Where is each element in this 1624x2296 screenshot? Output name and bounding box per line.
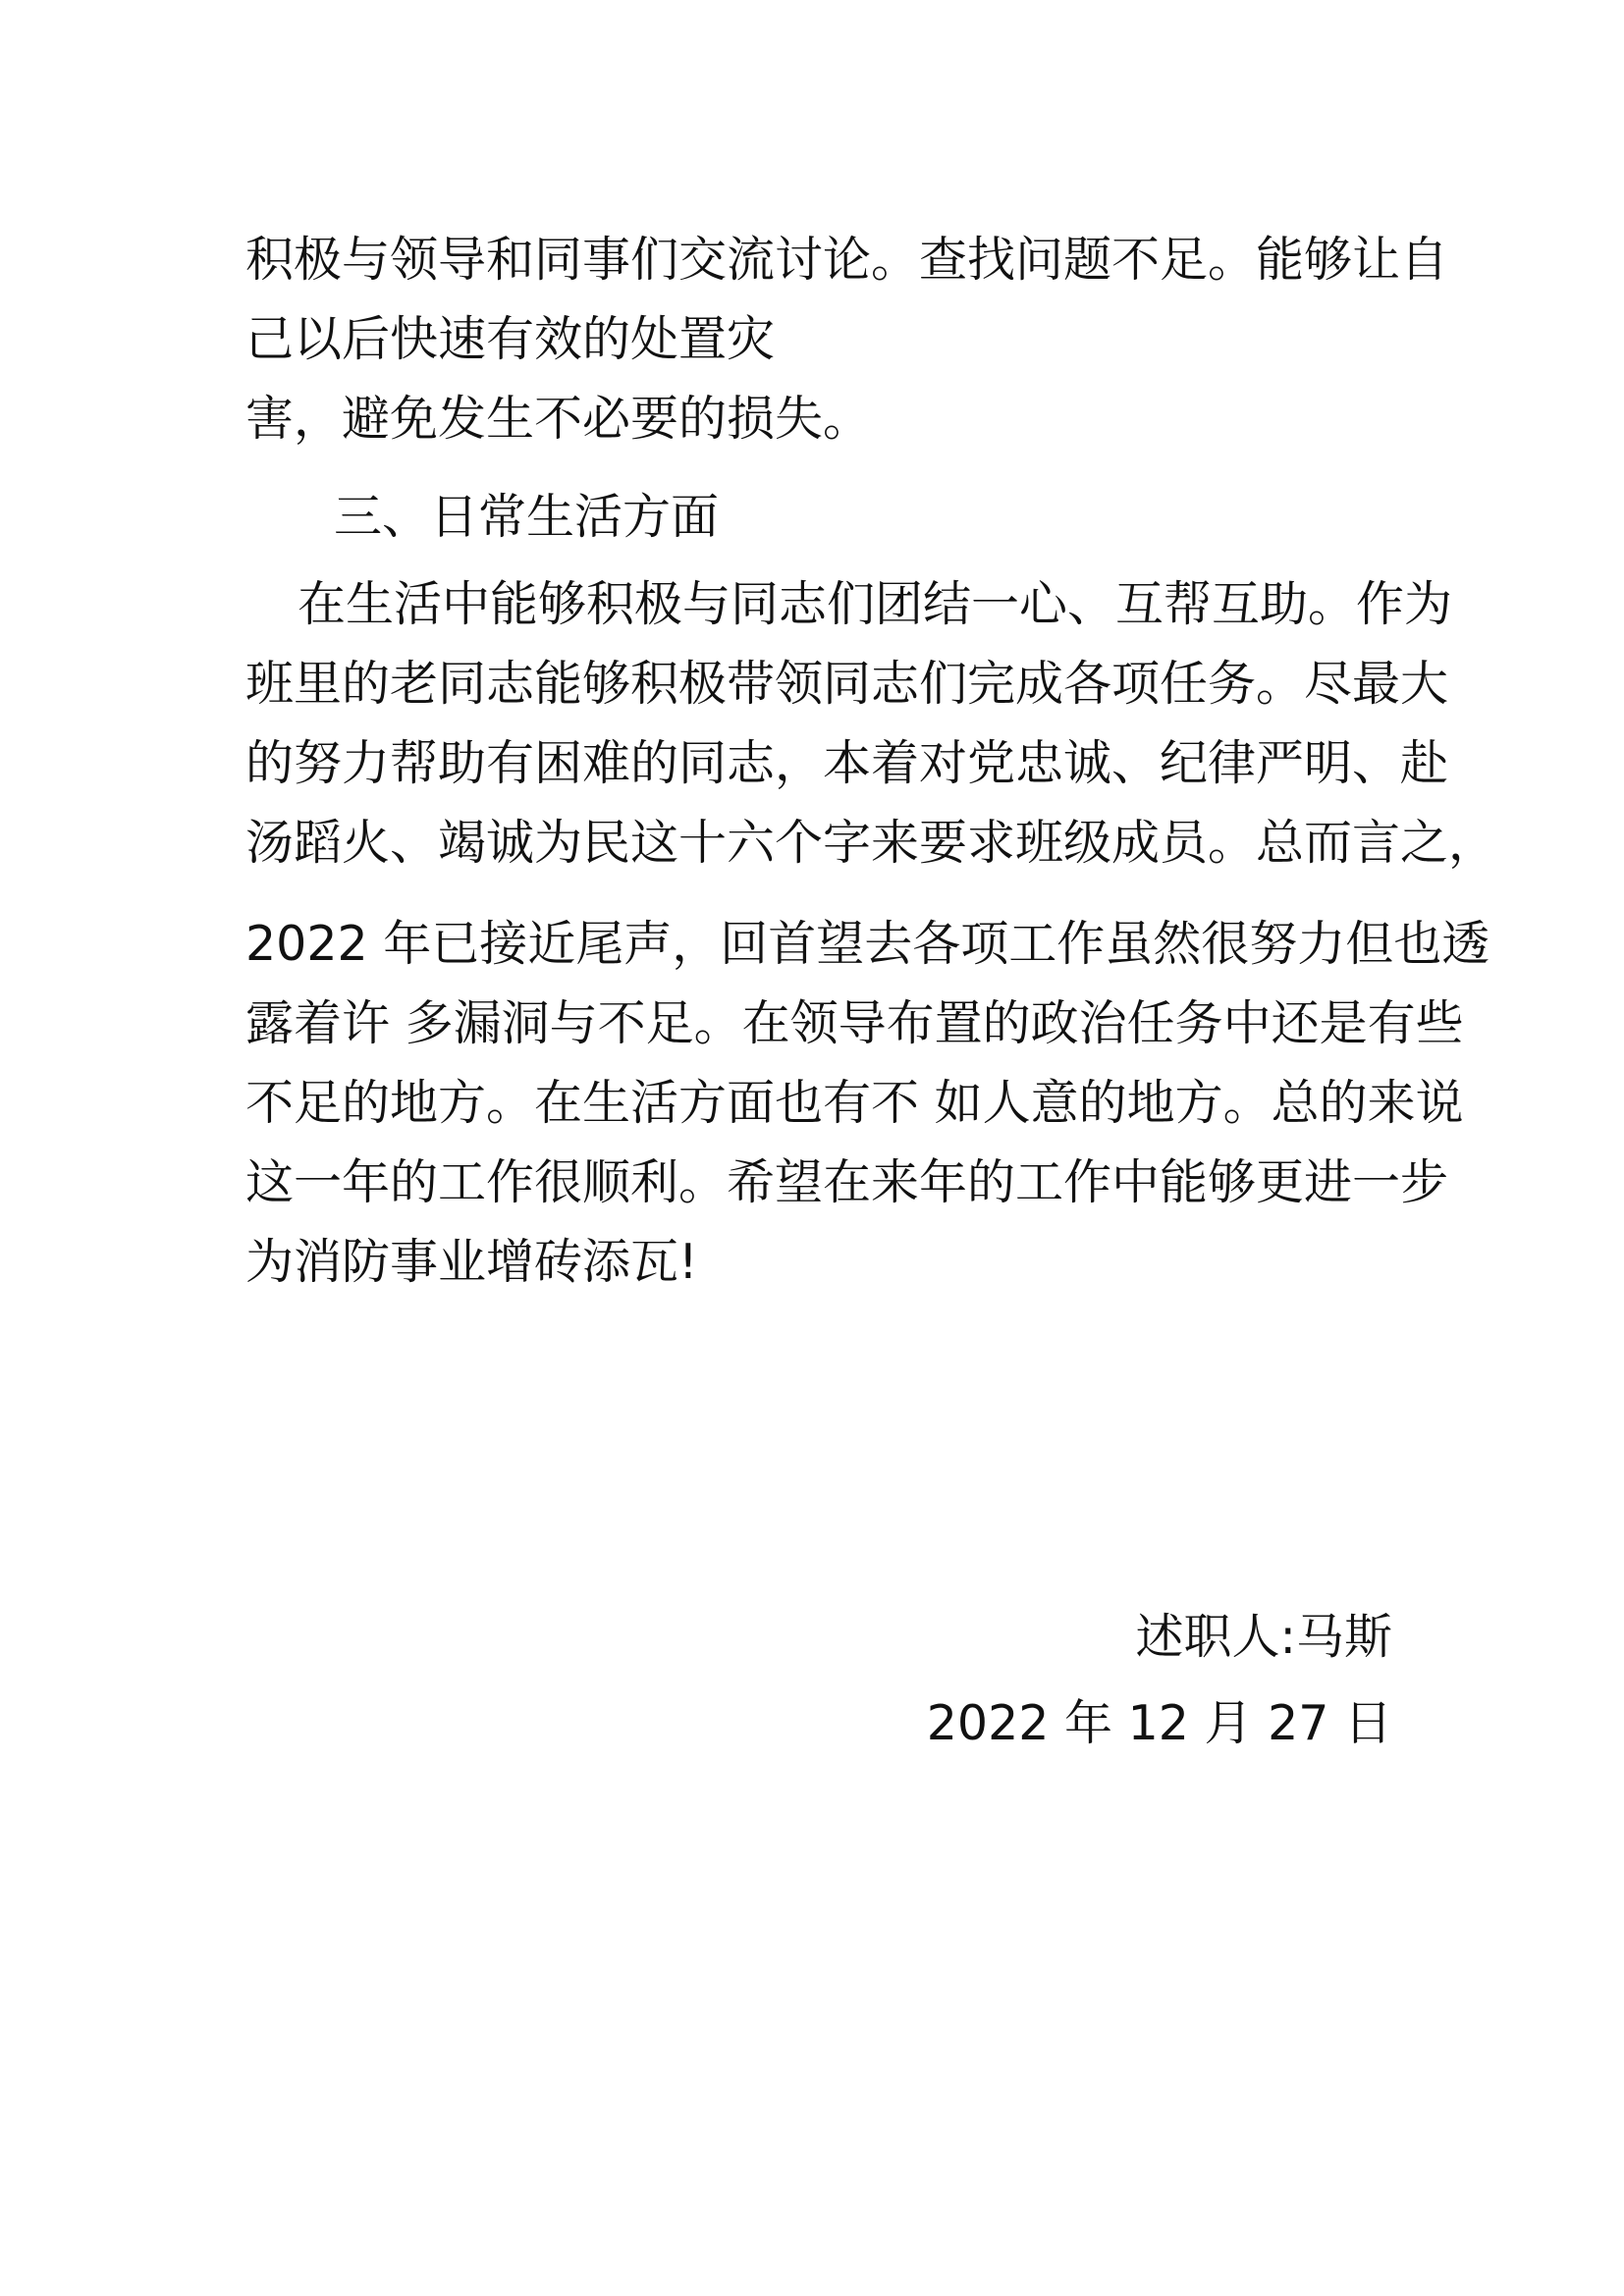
- paragraph-line: 汤蹈火、竭诚为民这十六个字来要求班级成员。总而言之，: [245, 815, 1497, 871]
- paragraph-line: 班里的老同志能够积极带领同志们完成各项任务。尽最大: [245, 656, 1449, 712]
- paragraph-line: 2022 年已接近尾声，回首望去各项工作虽然很努力但也透: [245, 916, 1490, 972]
- paragraph-line: 不足的地方。在生活方面也有不 如人意的地方。总的来说: [245, 1075, 1464, 1131]
- paragraph-line: 在生活中能够积极与同志们团结一心、互帮互助。作为: [298, 576, 1453, 632]
- paragraph-line: 害，避免发生不必要的损失。: [245, 391, 872, 447]
- paragraph-line: 的努力帮助有困难的同志，本着对党忠诚、纪律严明、赴: [245, 735, 1449, 791]
- paragraph-line: 为消防事业增砖添瓦!: [245, 1234, 698, 1290]
- paragraph-line: 露着许 多漏洞与不足。在领导布置的政治任务中还是有些: [245, 995, 1464, 1051]
- signature-name: 述职人:马斯: [1135, 1609, 1392, 1665]
- paragraph-line: 这一年的工作很顺利。希望在来年的工作中能够更进一步: [245, 1154, 1449, 1210]
- paragraph-line: 己以后快速有效的处置灾: [245, 311, 776, 367]
- signature-date: 2022 年 12 月 27 日: [926, 1695, 1392, 1751]
- section-heading: 三、日常生活方面: [334, 489, 720, 545]
- paragraph-line: 积极与领导和同事们交流讨论。查找问题不足。能够让自: [245, 232, 1449, 288]
